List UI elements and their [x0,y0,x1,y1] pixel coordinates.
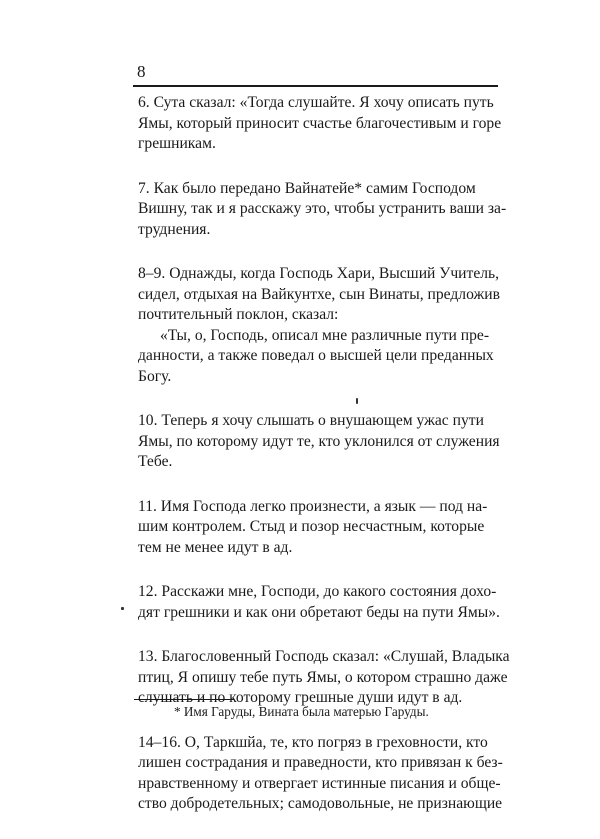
text-line: труднения. [138,220,211,238]
text-line: грешникам. [138,135,216,152]
text-line: слушать и по которому грешные души идут в ад. [138,689,463,706]
text-line: 10. Теперь я хочу слышать о внушающем ужас пути [138,412,484,429]
text-line: 13. Благословенный Господь сказал: «Слушай, Владыка [138,648,510,665]
header-rule [133,85,498,87]
text-line: Вишну, так и я расскажу это, чтобы устранить ваши за- [138,200,507,217]
text-line: Богу. [138,367,172,385]
verse-10 [138,411,498,473]
text-line: 7. Как было передано Вайнатейе* самим Господом [138,179,476,197]
text-line: 11. Имя Господа легко произнести, а язык — под на- [138,497,488,515]
print-speck [356,398,358,404]
text-line: дят грешники и как они обретают беды на пути Ямы». [138,603,500,621]
body-text [138,93,510,839]
text-line: лишен сострадания и праведности, кто привязан к без- [138,754,503,771]
footnote: * Имя Гаруды, Вината была матерью Гаруды. [174,704,429,719]
text-line: почтительный поклон, сказал: [138,306,339,323]
verse-7 [138,179,507,241]
text-line: шим контролем. Стыд и позор несчастным, которые [138,518,485,535]
text-line: 6. Сута сказал: «Тогда слушайте. Я хочу описать путь [138,94,494,111]
text-line: тем не менее идут в ад. [138,538,293,556]
verse-6 [138,93,502,155]
text-line: 12. Расскажи мне, Господи, до какого состояния дохо- [138,583,497,600]
text-line: Ямы, который приносит счастье благочестивым и горе [138,114,502,132]
page-number: 8 [137,62,146,81]
text-line: птиц, Я опишу тебе путь Ямы, о котором страшно даже [138,668,508,686]
text-line: Ямы, по которому идут те, кто уклонился от служения [138,432,500,450]
footnote-rule [134,699,234,700]
verse-12 [138,582,498,623]
verse-8-9 [138,264,498,387]
text-line: нравственному и отвергает истинные писания и обще- [138,774,501,792]
text-line: Тебе. [138,453,173,470]
text-line: 8–9. Однажды, когда Господь Хари, Высший Учитель, [138,265,500,282]
print-speck [121,607,124,610]
text-line: сидел, отдыхая на Вайкунтхе, сын Винаты, предложив [138,285,500,303]
verse-11 [138,497,498,559]
text-line: 14–16. О, Таркшйа, те, кто погряз в греховности, кто [138,733,488,751]
text-line: данности, а также поведал о высшей цели преданных [138,347,494,364]
text-line: «Ты, о, Господь, описал мне различные пути пре- [160,326,490,344]
verse-14-16 [138,733,503,815]
text-line: ство добродетельных; самодовольные, не признающие [138,795,503,812]
